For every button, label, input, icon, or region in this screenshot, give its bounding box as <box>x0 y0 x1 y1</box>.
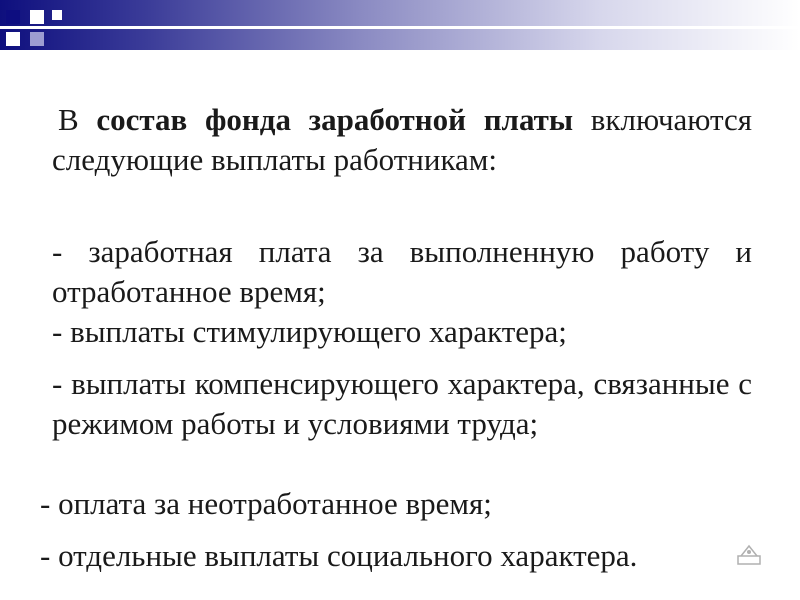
intro-paragraph <box>52 100 752 180</box>
list-item: - заработная плата за выполненную работу и отработанное время; <box>52 234 752 309</box>
intro-suffix: включаются следующие выплаты работникам: <box>52 102 752 177</box>
decor-square-white-lower <box>6 32 20 46</box>
decor-square-light <box>30 32 44 46</box>
decor-square-white <box>30 10 44 24</box>
header-gradient-band <box>0 0 800 50</box>
list-item: - выплаты компенсирующего характера, связанные с режимом работы и условиями труда; <box>52 366 752 441</box>
logo-icon <box>736 542 762 566</box>
list-item: - отдельные выплаты социального характера. <box>40 538 638 573</box>
decor-square-small <box>52 10 62 20</box>
list-item: - выплаты стимулирующего характера; <box>52 314 567 349</box>
intro-bold-phrase: состав фонда заработной платы <box>96 102 574 137</box>
intro-prefix: В <box>58 102 97 137</box>
list-item: - оплата за неотработанное время; <box>40 486 492 521</box>
decor-square-dark <box>6 10 20 24</box>
header-band-divider <box>0 26 800 29</box>
